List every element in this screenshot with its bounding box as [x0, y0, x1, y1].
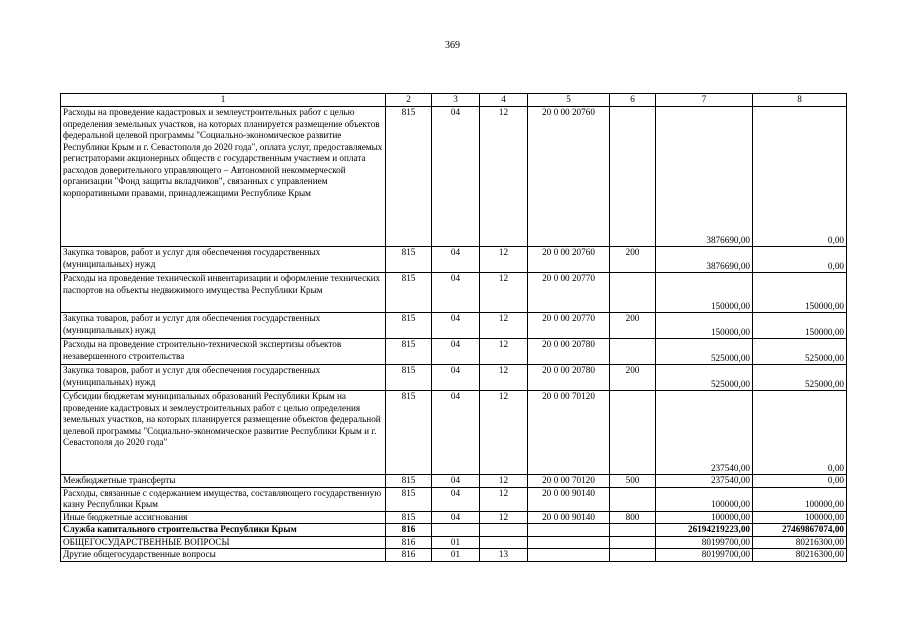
row-amount7-cell: 150000,00 — [656, 313, 753, 339]
row-col4-cell: 12 — [480, 339, 528, 365]
row-amount7-cell: 237540,00 — [656, 475, 753, 488]
row-col2-cell: 815 — [386, 313, 432, 339]
row-name-cell: Иные бюджетные ассигнования — [61, 511, 386, 524]
column-header: 5 — [528, 94, 610, 107]
row-col6-cell: 800 — [610, 511, 656, 524]
row-col4-cell: 12 — [480, 273, 528, 313]
row-name-cell: Расходы на проведение кадастровых и землеустроительных работ с целью определения земельных участков, на которых планируется размещение объектов федеральной целевой программы "Социально-экономическое развитие Республики Крым и г. Севастополя до 2020 года", оплата услуг, предоставляемых регистраторами акционерных обществ с государственным участием и оплата расходов доверительного управляющего – Автономной некоммерческой организации "Фонд защиты вкладчиков", связанных с управлением корпоративными правами, принадлежащими Республике Крым — [61, 107, 386, 247]
row-name-cell: Закупка товаров, работ и услуг для обеспечения государственных (муниципальных) нужд — [61, 365, 386, 391]
row-col5-cell: 20 0 00 20770 — [528, 313, 610, 339]
row-col2-cell: 815 — [386, 365, 432, 391]
row-col4-cell: 12 — [480, 487, 528, 511]
row-col3-cell: 04 — [432, 107, 480, 247]
row-amount7-cell: 100000,00 — [656, 511, 753, 524]
row-amount8-cell: 80216300,00 — [753, 536, 847, 549]
row-col4-cell: 12 — [480, 107, 528, 247]
row-amount8-cell: 80216300,00 — [753, 549, 847, 562]
row-col3-cell: 04 — [432, 313, 480, 339]
row-col3-cell: 04 — [432, 511, 480, 524]
row-name-cell: Другие общегосударственные вопросы — [61, 549, 386, 562]
row-col6-cell — [610, 549, 656, 562]
row-name-cell: Межбюджетные трансферты — [61, 475, 386, 488]
budget-table — [60, 93, 847, 562]
page-number: 369 — [445, 40, 460, 51]
row-col2-cell: 815 — [386, 107, 432, 247]
column-header: 3 — [432, 94, 480, 107]
row-col2-cell: 815 — [386, 247, 432, 273]
row-amount8-cell: 100000,00 — [753, 511, 847, 524]
row-col2-cell: 815 — [386, 475, 432, 488]
row-amount8-cell: 525000,00 — [753, 365, 847, 391]
row-col5-cell: 20 0 00 70120 — [528, 475, 610, 488]
row-col3-cell: 04 — [432, 487, 480, 511]
row-amount7-cell: 525000,00 — [656, 365, 753, 391]
row-name-cell: ОБЩЕГОСУДАРСТВЕННЫЕ ВОПРОСЫ — [61, 536, 386, 549]
row-amount8-cell: 0,00 — [753, 391, 847, 475]
row-col2-cell: 815 — [386, 511, 432, 524]
row-col4-cell: 13 — [480, 549, 528, 562]
row-col5-cell — [528, 536, 610, 549]
table-row — [61, 313, 847, 339]
row-col4-cell: 12 — [480, 313, 528, 339]
column-header: 8 — [753, 94, 847, 107]
column-header: 2 — [386, 94, 432, 107]
row-col4-cell: 12 — [480, 511, 528, 524]
row-col4-cell: 12 — [480, 247, 528, 273]
row-col6-cell: 200 — [610, 247, 656, 273]
row-amount8-cell: 150000,00 — [753, 273, 847, 313]
row-amount7-cell: 100000,00 — [656, 487, 753, 511]
row-name-cell: Расходы на проведение строительно-технической экспертизы объектов незавершенного строительства — [61, 339, 386, 365]
row-amount8-cell: 0,00 — [753, 475, 847, 488]
column-header: 1 — [61, 94, 386, 107]
row-col6-cell: 500 — [610, 475, 656, 488]
row-amount7-cell: 237540,00 — [656, 391, 753, 475]
row-col3-cell: 04 — [432, 391, 480, 475]
table-row — [61, 475, 847, 488]
row-amount7-cell: 80199700,00 — [656, 549, 753, 562]
row-amount8-cell: 100000,00 — [753, 487, 847, 511]
row-amount7-cell: 3876690,00 — [656, 107, 753, 247]
table-row — [61, 273, 847, 313]
row-col4-cell: 12 — [480, 475, 528, 488]
row-col6-cell — [610, 536, 656, 549]
row-col2-cell: 815 — [386, 273, 432, 313]
row-amount8-cell: 27469867074,00 — [753, 524, 847, 537]
row-col5-cell: 20 0 00 20770 — [528, 273, 610, 313]
row-col2-cell: 816 — [386, 524, 432, 537]
column-header: 4 — [480, 94, 528, 107]
row-col6-cell: 200 — [610, 365, 656, 391]
row-col5-cell: 20 0 00 20760 — [528, 107, 610, 247]
row-amount7-cell: 3876690,00 — [656, 247, 753, 273]
row-col5-cell: 20 0 00 90140 — [528, 487, 610, 511]
row-col6-cell — [610, 339, 656, 365]
row-col3-cell — [432, 524, 480, 537]
row-col5-cell: 20 0 00 20760 — [528, 247, 610, 273]
row-name-cell: Служба капитального строительства Республики Крым — [61, 524, 386, 537]
table-row — [61, 536, 847, 549]
table-row — [61, 391, 847, 475]
row-col3-cell: 04 — [432, 247, 480, 273]
table-row — [61, 339, 847, 365]
row-col2-cell: 816 — [386, 536, 432, 549]
row-col2-cell: 815 — [386, 391, 432, 475]
row-name-cell: Закупка товаров, работ и услуг для обеспечения государственных (муниципальных) нужд — [61, 313, 386, 339]
row-col4-cell — [480, 536, 528, 549]
row-col6-cell — [610, 273, 656, 313]
row-name-cell: Субсидии бюджетам муниципальных образований Республики Крым на проведение кадастровых и землеустроительных работ с целью определения земельных участков, на которых планируется размещение объектов федеральной целевой программы "Социально-экономическое развитие Республики Крым и г. Севастополя до 2020 года" — [61, 391, 386, 475]
row-amount7-cell: 26194219223,00 — [656, 524, 753, 537]
row-col2-cell: 815 — [386, 339, 432, 365]
row-col5-cell: 20 0 00 20780 — [528, 339, 610, 365]
table-row — [61, 549, 847, 562]
row-col6-cell — [610, 487, 656, 511]
table-header-row — [61, 94, 847, 107]
row-amount7-cell: 80199700,00 — [656, 536, 753, 549]
row-amount8-cell: 150000,00 — [753, 313, 847, 339]
table-row — [61, 524, 847, 537]
table-row — [61, 487, 847, 511]
row-col4-cell — [480, 524, 528, 537]
row-amount8-cell: 0,00 — [753, 247, 847, 273]
row-col6-cell — [610, 391, 656, 475]
table-row — [61, 511, 847, 524]
row-col4-cell: 12 — [480, 391, 528, 475]
row-col3-cell: 01 — [432, 536, 480, 549]
row-col5-cell: 20 0 00 90140 — [528, 511, 610, 524]
column-header: 6 — [610, 94, 656, 107]
row-col6-cell: 200 — [610, 313, 656, 339]
row-col3-cell: 04 — [432, 365, 480, 391]
row-col4-cell: 12 — [480, 365, 528, 391]
table-row — [61, 365, 847, 391]
row-col5-cell: 20 0 00 70120 — [528, 391, 610, 475]
row-name-cell: Расходы, связанные с содержанием имущества, составляющего государственную казну Республики Крым — [61, 487, 386, 511]
row-name-cell: Расходы на проведение технической инвентаризации и оформление технических паспортов на объекты недвижимого имущества Республики Крым — [61, 273, 386, 313]
row-col6-cell — [610, 524, 656, 537]
row-amount8-cell: 0,00 — [753, 107, 847, 247]
row-col5-cell — [528, 549, 610, 562]
row-col3-cell: 04 — [432, 339, 480, 365]
row-col3-cell: 01 — [432, 549, 480, 562]
row-col5-cell: 20 0 00 20780 — [528, 365, 610, 391]
row-col2-cell: 816 — [386, 549, 432, 562]
row-amount7-cell: 150000,00 — [656, 273, 753, 313]
row-amount7-cell: 525000,00 — [656, 339, 753, 365]
row-amount8-cell: 525000,00 — [753, 339, 847, 365]
column-header: 7 — [656, 94, 753, 107]
table-row — [61, 107, 847, 247]
row-name-cell: Закупка товаров, работ и услуг для обеспечения государственных (муниципальных) нужд — [61, 247, 386, 273]
row-col2-cell: 815 — [386, 487, 432, 511]
row-col3-cell: 04 — [432, 273, 480, 313]
row-col5-cell — [528, 524, 610, 537]
row-col6-cell — [610, 107, 656, 247]
row-col3-cell: 04 — [432, 475, 480, 488]
table-row — [61, 247, 847, 273]
